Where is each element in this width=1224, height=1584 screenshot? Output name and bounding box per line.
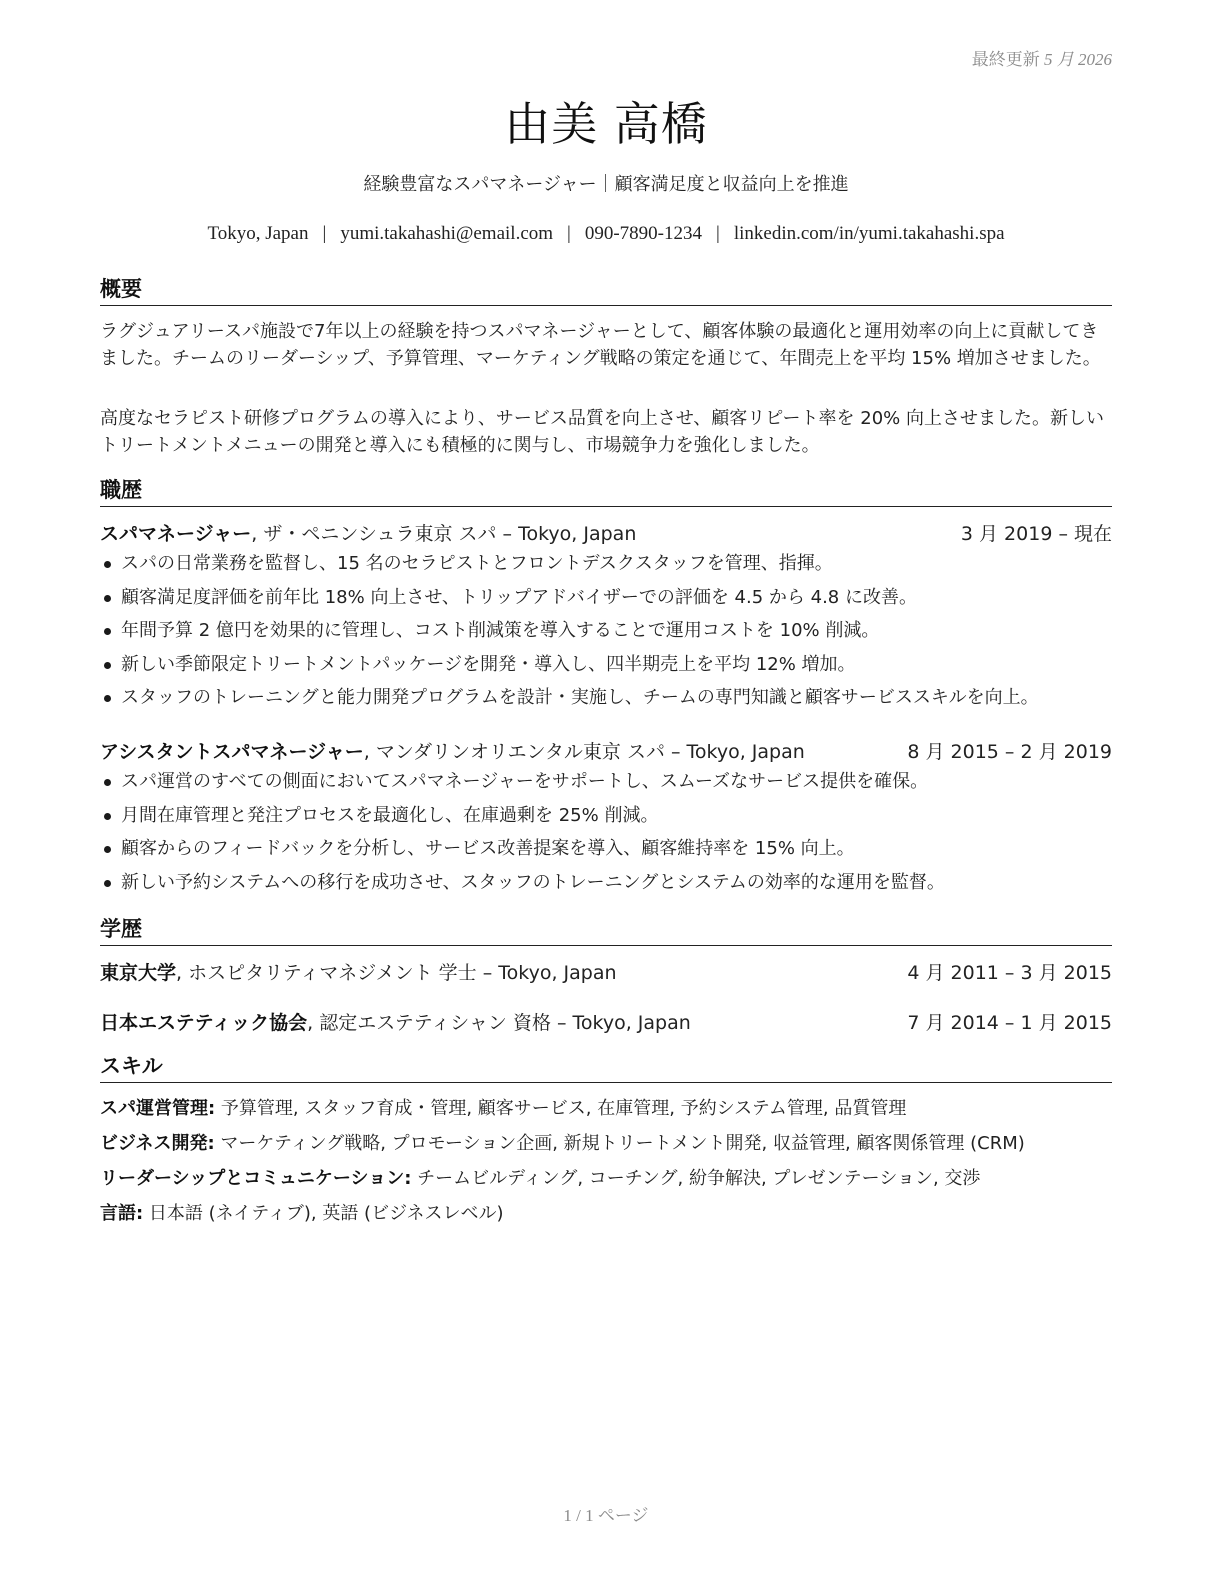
skill-row [100,1201,1112,1227]
skill-category: 言語: [100,1203,144,1224]
contact-separator: | [716,223,720,244]
last-updated-label: 最終更新 [971,50,1040,69]
contact-phone: 090-7890-1234 [584,223,703,244]
summary-paragraph-1: ラグジュアリースパ施設で7年以上の経験を持つスパマネージャーとして、顧客体験の最適化と運用効率の向上に貢献してきました。チームのリーダーシップ、予算管理、マーケティング戦略の策定を通じて、年間売上を平均 15% 増加させました。 [100,321,1101,369]
skill-values: 日本語 (ネイティブ), 英語 (ビジネスレベル) [143,1203,504,1224]
job-bullet: 年間予算 2 億円を効果的に管理し、コスト削減策を導入することで運用コストを 10% 削減。 [100,614,1112,648]
job-bullet: スタッフのトレーニングと能力開発プログラムを設計・実施し、チームの専門知識と顧客サービススキルを向上。 [100,681,1112,715]
summary-paragraph-2: 高度なセラピスト研修プログラムの導入により、サービス品質を向上させ、顧客リピート率を 20% 向上させました。新しいトリートメントメニューの開発と導入にも積極的に関与し、市場競争力を強化しました。 [100,408,1105,456]
skill-values: チームビルディング, コーチング, 紛争解決, プレゼンテーション, 交渉 [411,1168,981,1189]
candidate-tagline: 経験豊富なスパマネージャー｜顧客満足度と収益向上を推進 [363,174,849,195]
job-bullet: 新しい予約システムへの移行を成功させ、スタッフのトレーニングとシステムの効率的な運用を監督。 [100,866,1112,900]
education-detail: , ホスピタリティマネジメント 学士 – Tokyo, Japan [176,962,617,984]
job-bullet: スパ運営のすべての側面においてスパマネージャーをサポートし、スムーズなサービス提供を確保。 [100,765,1112,799]
candidate-name: 由美 高橋 [504,97,708,151]
last-updated-month: 5 月 [1044,50,1074,69]
resume-page [100,0,1112,1584]
job-dates: 8 月 2015 – 2 月 2019 [907,741,1112,763]
job-bullet: 顧客からのフィードバックを分析し、サービス改善提案を導入、顧客維持率を 15% 向上。 [100,832,1112,866]
skill-category: スパ運営管理: [100,1098,216,1119]
education-school: 東京大学 [100,962,177,984]
contact-linkedin[interactable]: linkedin.com/in/yumi.takahashi.spa [733,223,1005,244]
education-heading: 学歴 [100,914,1112,946]
job-header [100,739,1112,765]
skill-category: ビジネス開発: [100,1133,215,1154]
job-bullet: 顧客満足度評価を前年比 18% 向上させ、トリップアドバイザーでの評価を 4.5 から 4.8 に改善。 [100,581,1112,615]
job-role: スパマネージャー [100,523,252,545]
job-bullet: 新しい季節限定トリートメントパッケージを開発・導入し、四半期売上を平均 12% 増加。 [100,648,1112,682]
skill-row [100,1131,1112,1157]
experience-heading: 職歴 [100,475,1112,507]
job-header [100,521,1112,547]
job-bullet: スパの日常業務を監督し、15 名のセラピストとフロントデスクスタッフを管理、指揮。 [100,547,1112,581]
education-dates: 4 月 2011 – 3 月 2015 [907,962,1112,984]
skill-values: マーケティング戦略, プロモーション企画, 新規トリートメント開発, 収益管理, 顧客関係管理 (CRM) [214,1133,1025,1154]
education-school: 日本エステティック協会 [100,1012,308,1034]
page-indicator: 1 / 1 ページ [563,1506,649,1525]
last-updated-year: 2026 [1078,50,1112,69]
contact-email[interactable]: yumi.takahashi@email.com [340,223,554,244]
contact-separator: | [567,223,571,244]
skill-category: リーダーシップとコミュニケーション: [100,1168,412,1189]
job-organization: , マンダリンオリエンタル東京 スパ – Tokyo, Japan [363,741,805,763]
education-detail: , 認定エステティシャン 資格 – Tokyo, Japan [307,1012,691,1034]
education-dates: 7 月 2014 – 1 月 2015 [907,1012,1112,1034]
contact-separator: | [322,223,327,244]
skill-row [100,1166,1112,1192]
job-bullet-list [100,765,1112,899]
job-bullet: 月間在庫管理と発注プロセスを最適化し、在庫過剰を 25% 削減。 [100,799,1112,833]
skills-heading: スキル [100,1051,1112,1083]
contact-line [100,223,1112,245]
job-dates: 3 月 2019 – 現在 [960,523,1112,545]
last-updated [972,45,1112,70]
skill-values: 予算管理, スタッフ育成・管理, 顧客サービス, 在庫管理, 予約システム管理, 品質管理 [215,1098,907,1119]
job-organization: , ザ・ペニンシュラ東京 スパ – Tokyo, Japan [251,523,637,545]
job-bullet-list [100,547,1112,715]
job-role: アシスタントスパマネージャー [100,741,364,763]
skill-row [100,1096,1112,1122]
summary-heading: 概要 [100,274,1112,306]
contact-location: Tokyo, Japan [207,223,309,244]
education-entry [100,1010,1112,1036]
education-entry [100,960,1112,986]
